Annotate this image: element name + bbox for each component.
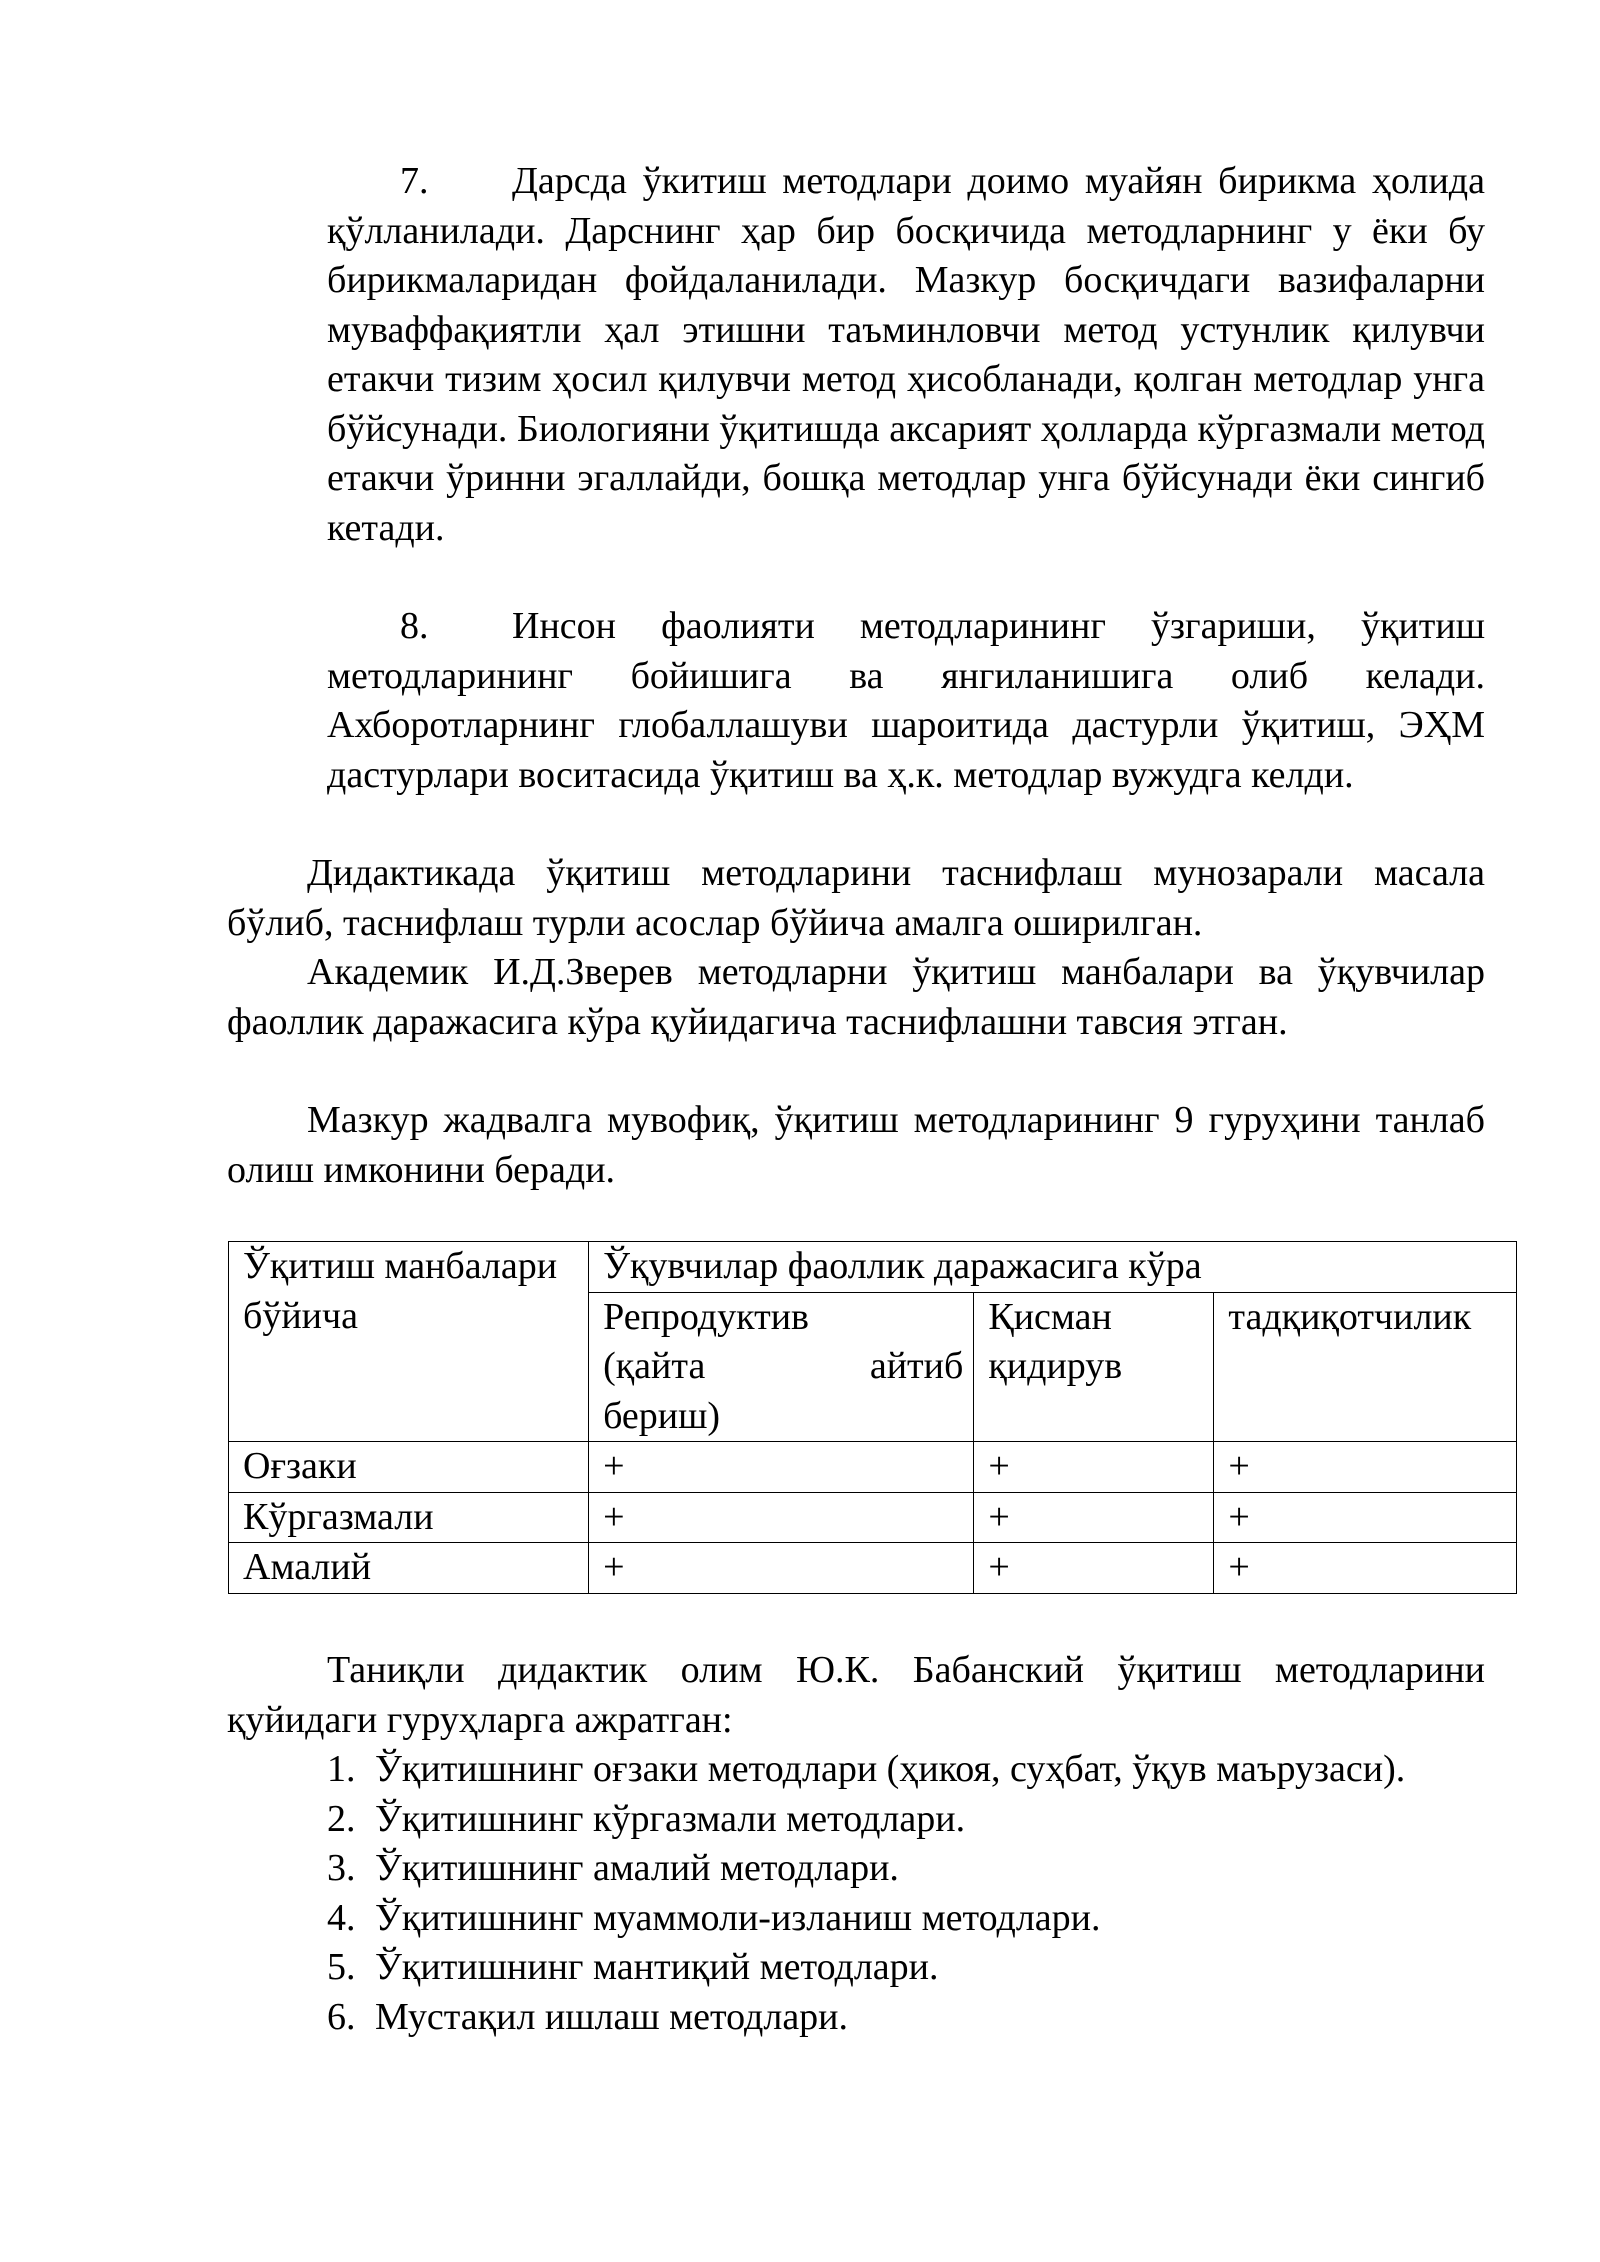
list-number: 1. xyxy=(327,1748,356,1790)
method-groups-list xyxy=(327,1745,1485,2042)
header-line xyxy=(603,1342,963,1392)
item-text: Инсон фаолияти методларининг ўзгариши, ўқитиш методларининг бойишига ва янгиланишига олиб келади. Ахборотларнинг глобаллашуви шароитида дастурли ўқитиш, ЭҲМ дастурлари воситасида ўқитиш ва ҳ.к. методлар вужудга келди. xyxy=(327,605,1485,796)
list-item xyxy=(327,1894,1485,1944)
paragraph-classification: Дидактикада ўқитиш методларини таснифлаш мунозарали масала бўлиб, таснифлаш турли асослар бўйича амалга оширилган. xyxy=(227,852,1485,944)
list-number: 4. xyxy=(327,1896,356,1939)
list-item xyxy=(327,1993,1485,2043)
list-item xyxy=(327,1943,1485,1993)
numbered-item-7 xyxy=(327,157,1485,553)
numbered-item-8 xyxy=(327,602,1485,800)
table-row xyxy=(229,1442,1517,1493)
header-line: бериш) xyxy=(603,1394,721,1437)
column-header-reproductive xyxy=(589,1292,974,1442)
list-text: Ўқитишнинг муаммоли-изланиш методлари. xyxy=(375,1896,1101,1939)
row-label: Амалий xyxy=(229,1543,589,1594)
table-cell: + xyxy=(1214,1492,1517,1543)
header-word: (қайта xyxy=(603,1345,706,1387)
paragraph-table-intro: Мазкур жадвалга мувофиқ, ўқитиш методларининг 9 гуруҳини танлаб олиш имконини беради. xyxy=(227,1099,1485,1191)
table-cell: + xyxy=(589,1492,974,1543)
header-word: айтиб xyxy=(869,1345,964,1387)
table-cell: + xyxy=(974,1543,1214,1594)
list-number: 3. xyxy=(327,1847,356,1889)
row-label: Оғзаки xyxy=(229,1442,589,1493)
header-line: Репродуктив xyxy=(603,1295,809,1338)
table-cell: + xyxy=(974,1492,1214,1543)
list-item xyxy=(327,1844,1485,1894)
list-text: Ўқитишнинг оғзаки методлари (ҳикоя, суҳбат, ўқув маърузаси). xyxy=(375,1748,1406,1790)
list-text: Ўқитишнинг кўргазмали методлари. xyxy=(375,1797,966,1840)
item-text: Дарсда ўкитиш методлари доимо муайян бирикма ҳолида қўлланилади. Дарснинг ҳар бир босқичида методларнинг у ёки бу бирикмаларидан фойдаланилади. Мазкур босқичдаги вазифаларни муваффақиятли ҳал этишни таъминловчи метод устунлик қилувчи етакчи тизим ҳосил қилувчи метод ҳисобланади, қолган методлар унга бўйсунади. Биологияни ўқитишда аксарият ҳолларда кўргазмали метод етакчи ўринни эгаллайди, бошқа методлар унга бўйсунади ёки сингиб кетади. xyxy=(327,160,1485,549)
list-text: Ўқитишнинг мантиқий методлари. xyxy=(375,1946,939,1988)
list-text: Мустақил ишлаш методлари. xyxy=(375,1995,849,2038)
list-number: 2. xyxy=(327,1797,356,1840)
table-row xyxy=(229,1543,1517,1594)
column-header-research: тадқиқотчилик xyxy=(1214,1292,1517,1442)
item-number: 8. xyxy=(400,605,429,647)
row-header-cell: Ўқитиш манбалари бўйича xyxy=(229,1242,589,1442)
table-cell: + xyxy=(1214,1442,1517,1493)
row-label: Кўргазмали xyxy=(229,1492,589,1543)
list-item xyxy=(327,1795,1485,1845)
methods-table xyxy=(228,1241,1517,1594)
list-item xyxy=(327,1745,1485,1795)
table-cell: + xyxy=(589,1543,974,1594)
column-header-partial-search: Қисман қидирув xyxy=(974,1292,1214,1442)
table-row xyxy=(229,1492,1517,1543)
table-header-row xyxy=(229,1242,1517,1293)
list-number: 5. xyxy=(327,1946,356,1988)
group-header-cell: Ўқувчилар фаоллик даражасига кўра xyxy=(589,1242,1517,1293)
table-cell: + xyxy=(589,1442,974,1493)
list-text: Ўқитишнинг амалий методлари. xyxy=(375,1847,899,1889)
paragraph-babansky: Таниқли дидактик олим Ю.К. Бабанский ўқитиш методларини қуйидаги гуруҳларга ажратган: xyxy=(227,1649,1485,1741)
table-cell: + xyxy=(974,1442,1214,1493)
table-cell: + xyxy=(1214,1543,1517,1594)
list-number: 6. xyxy=(327,1995,356,2038)
item-number: 7. xyxy=(400,160,429,202)
paragraph-zverev: Академик И.Д.Зверев методларни ўқитиш манбалари ва ўқувчилар фаоллик даражасига кўра қуйидагича таснифлашни тавсия этган. xyxy=(227,951,1485,1043)
